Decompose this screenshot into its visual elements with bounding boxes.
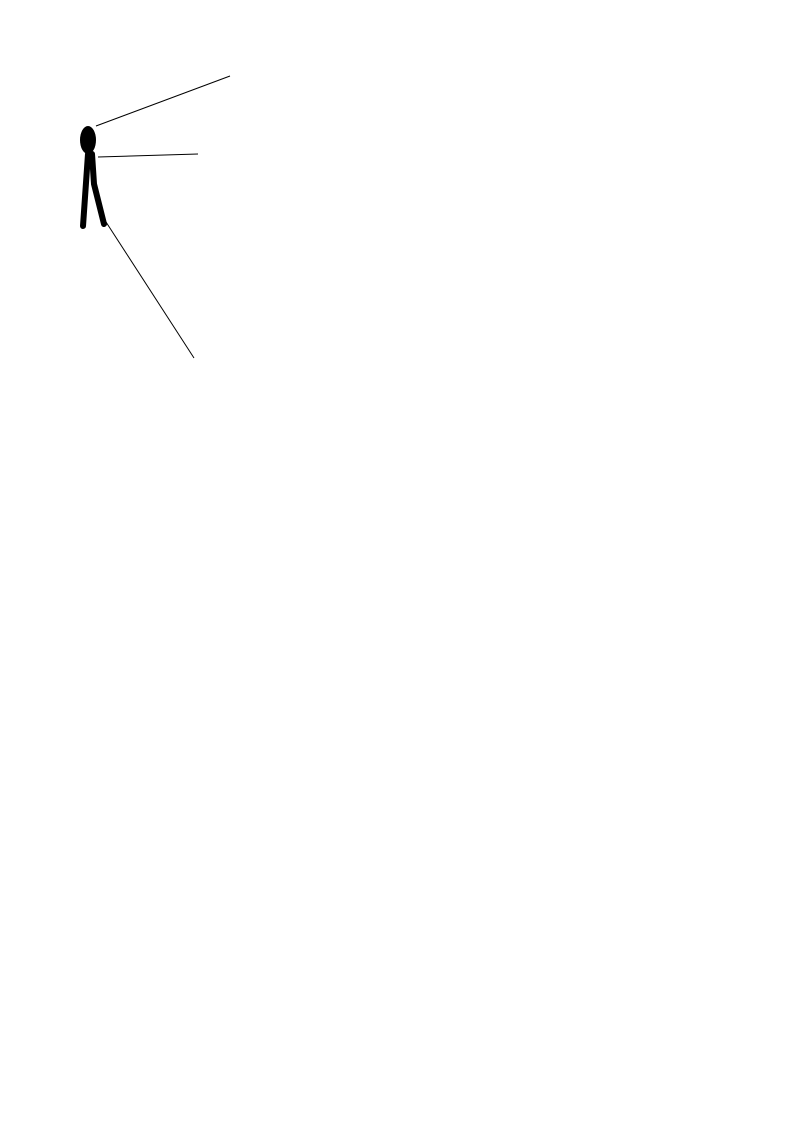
connector-bottom: [106, 222, 194, 358]
organelle-chart: [92, 868, 352, 1008]
connector-top: [96, 76, 230, 126]
connector-mid: [98, 154, 198, 157]
figure-head: [80, 126, 96, 154]
phospholipid-figure: [70, 66, 330, 366]
figure-body: [83, 154, 104, 226]
